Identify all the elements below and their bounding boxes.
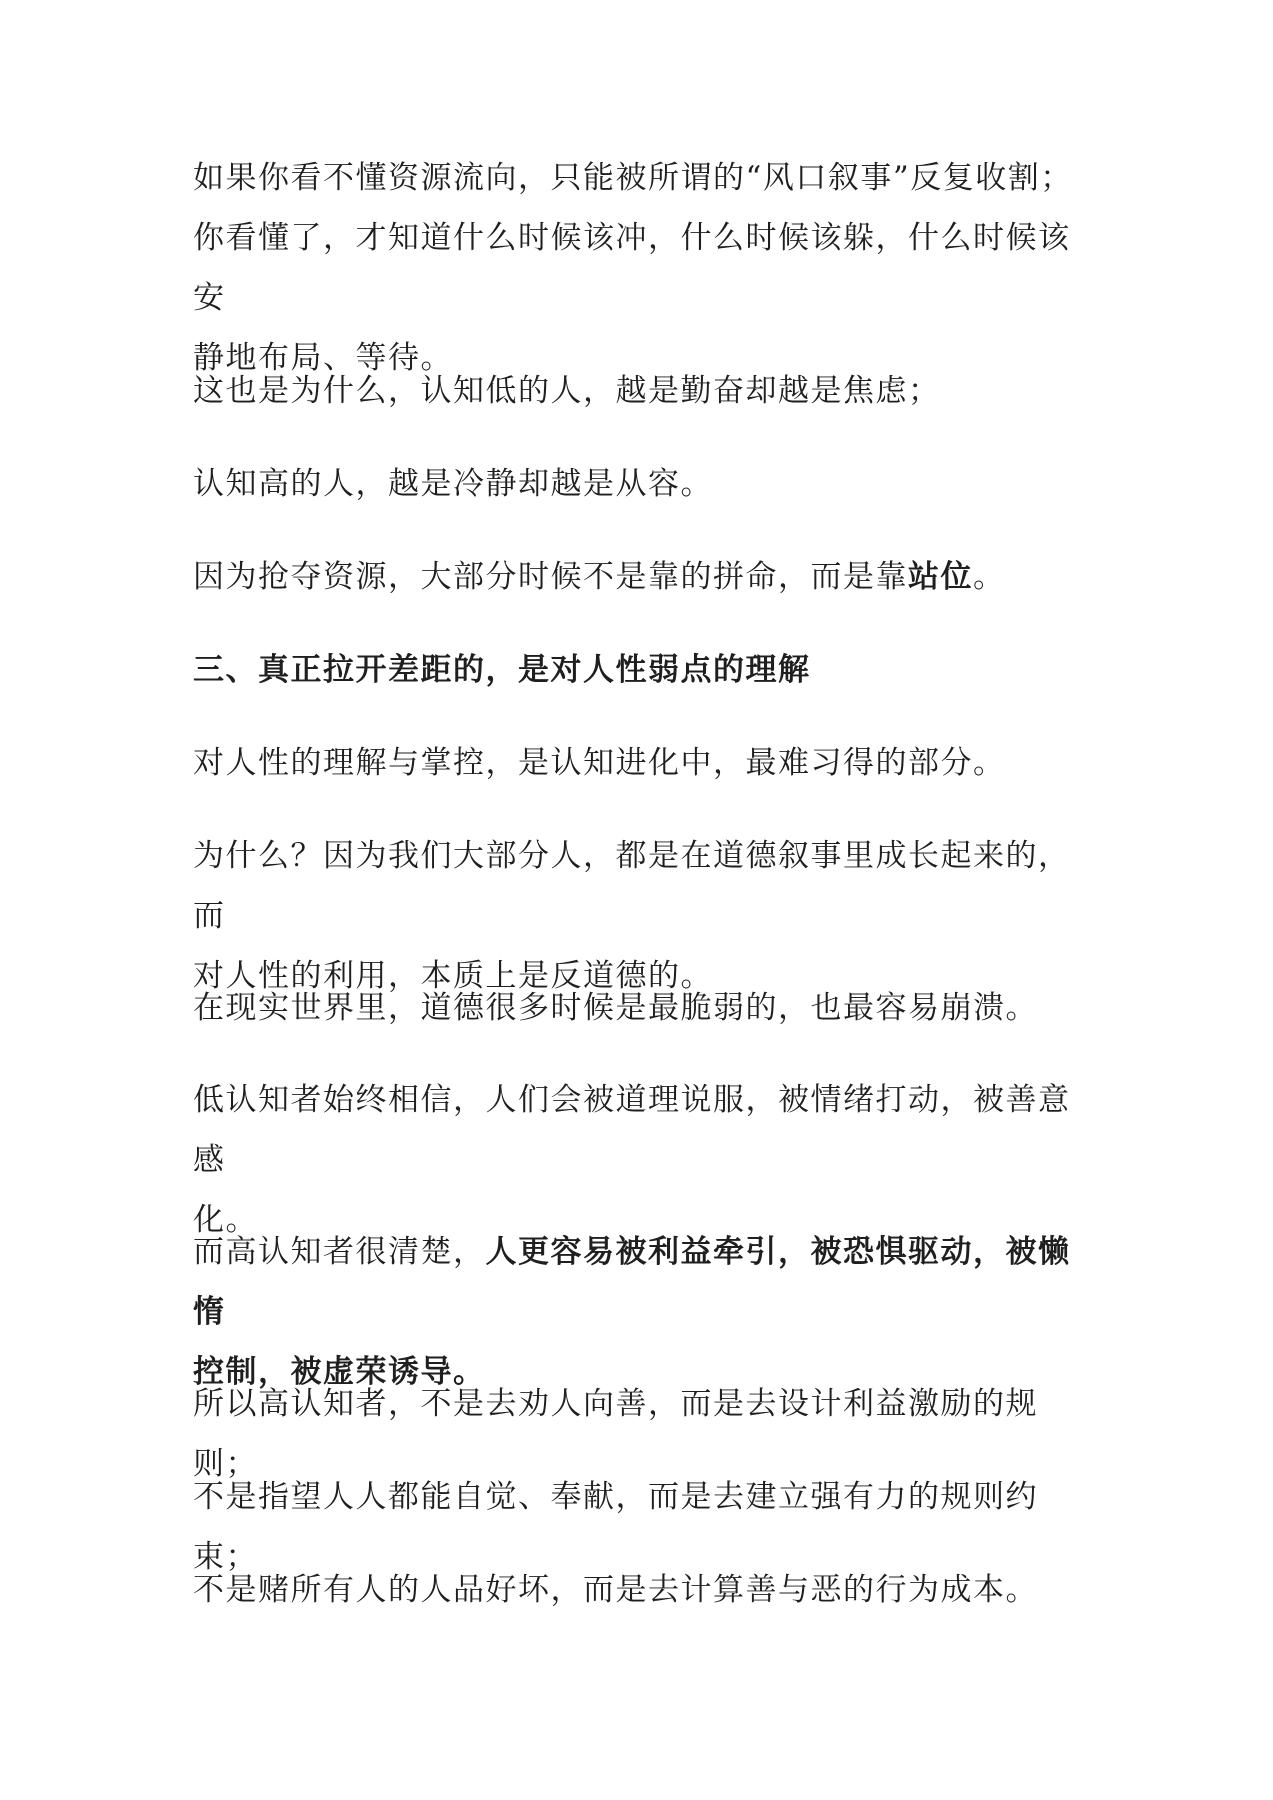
text-segment: 因为抢夺资源，大部分时候不是靠的拼命，而是靠 <box>193 559 908 595</box>
paragraph-resource-flow <box>193 148 1093 388</box>
paragraph-low-cognition <box>193 361 941 421</box>
text-line: 不是赌所有人的人品好坏，而是去计算善与恶的行为成本。 <box>193 1572 1038 1608</box>
bold-text: 人更容易被利益牵引，被恐惧驱动，被懒惰 <box>193 1234 1071 1330</box>
text-line: 在现实世界里，道德很多时候是最脆弱的，也最容易崩溃。 <box>193 990 1038 1026</box>
text-line: 这也是为什么，认知低的人，越是勤奋却越是焦虑； <box>193 373 941 409</box>
text-line: 对人性的理解与掌控，是认知进化中，最难习得的部分。 <box>193 745 1006 781</box>
text-line: 你看懂了，才知道什么时候该冲，什么时候该躲，什么时候该安 <box>193 220 1071 316</box>
text-line: 化。 <box>193 1202 258 1238</box>
text-line: 对人性的利用，本质上是反道德的。 <box>193 958 713 994</box>
text-line: 认知高的人，越是冷静却越是从容。 <box>193 466 713 502</box>
text-line: 不是指望人人都能自觉、奉献，而是去建立强有力的规则约束； <box>193 1479 1038 1575</box>
text-segment: 。 <box>973 559 1006 595</box>
paragraph-morality-fragile <box>193 978 1038 1038</box>
paragraph-human-nature <box>193 733 1006 793</box>
bold-text: 站位 <box>908 559 973 595</box>
text-line: 所以高认知者，不是去劝人向善，而是去设计利益激励的规则； <box>193 1386 1038 1482</box>
paragraph-behavior-cost <box>193 1560 1038 1620</box>
section-heading <box>193 640 811 700</box>
text-line: 静地布局、等待。 <box>193 340 453 376</box>
text-line: 如果你看不懂资源流向，只能被所谓的“风口叙事”反复收割； <box>193 160 1073 196</box>
heading-text: 三、真正拉开差距的，是对人性弱点的理解 <box>193 652 811 688</box>
paragraph-high-cognition <box>193 454 713 514</box>
paragraph-positioning <box>193 547 1006 607</box>
text-segment: 而高认知者很清楚， <box>193 1234 486 1270</box>
bold-text: 控制，被虚荣诱导。 <box>193 1354 486 1390</box>
text-line: 低认知者始终相信，人们会被道理说服，被情绪打动，被善意感 <box>193 1082 1071 1178</box>
text-line: 为什么？因为我们大部分人，都是在道德叙事里成长起来的，而 <box>193 838 1071 934</box>
